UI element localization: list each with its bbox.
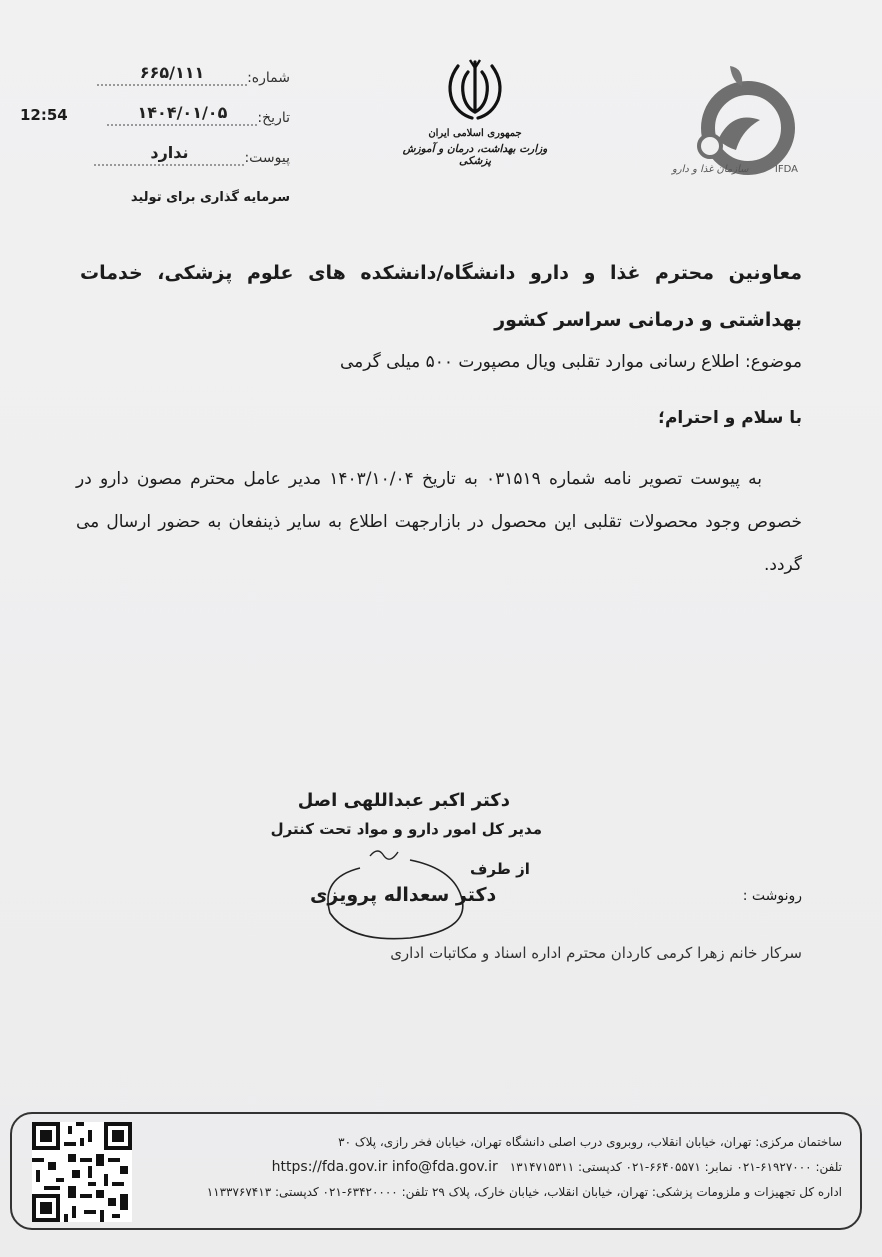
- footer-address: ساختمان مرکزی: تهران، خیابان انقلاب، روبروی درب اصلی دانشگاه تهران، خیابان فخر رازی، پلاک ۳۰: [338, 1135, 842, 1149]
- signatory-name: دکتر اکبر عبداللهی اصل: [297, 790, 510, 811]
- ifda-caption: [672, 164, 798, 175]
- on-behalf-name: دکتر سعداله پرویزی: [310, 884, 497, 906]
- footer-website-link[interactable]: https://fda.gov.ir info@fda.gov.ir: [271, 1159, 498, 1175]
- ministry-header: [395, 58, 555, 167]
- body-paragraph: به پیوست تصویر نامه شماره ۰۳۱۵۱۹ به تاریخ ۱۴۰۳/۱۰/۰۴ مدیر عامل محترم مصون دارو در خصوص وجود محصولات تقلبی این محصول در بازارجهت اطلاع به سایر ذینفعان به حضور ارسال می گردد.: [76, 469, 802, 575]
- greeting: با سلام و احترام؛: [658, 408, 802, 428]
- attachment-label: پیوست:: [244, 150, 290, 166]
- motto: سرمایه گذاری برای تولید: [130, 190, 290, 205]
- date-label: تاریخ:: [257, 110, 290, 126]
- attachment-value: ندارد: [94, 143, 244, 166]
- signatory-title: مدیر کل امور دارو و مواد تحت کنترل: [270, 820, 542, 838]
- date-value: ۱۴۰۴/۰۱/۰۵: [107, 103, 257, 126]
- cc-label: رونوشت :: [742, 888, 802, 904]
- subject: موضوع: اطلاع رسانی موارد تقلبی ویال مصپورت ۵۰۰ میلی گرمی: [340, 352, 802, 372]
- letter-meta: [20, 56, 290, 226]
- time-value: 12:54: [20, 106, 68, 124]
- attachment-row: [94, 136, 290, 166]
- cc-recipient: سرکار خانم زهرا کرمی کاردان محترم اداره اسناد و مکاتبات اداری: [390, 944, 802, 962]
- number-row: [97, 56, 290, 86]
- footer-branch-address: اداره کل تجهیزات و ملزومات پزشکی: تهران، خیابان انقلاب، خیابان خارک، پلاک ۲۹ تلفن: ۶۳۴۲۰۰۰۰-۰۲۱ کدپستی: ۱۱۳۳۷۶۷۴۱۳: [206, 1185, 842, 1199]
- number-value: ۶۶۵/۱۱۱: [97, 63, 247, 86]
- iran-emblem-icon: [440, 58, 510, 124]
- footer-phone: تلفن: ۶۱۹۲۷۰۰۰-۰۲۱ نمابر: ۶۶۴۰۵۵۷۱-۰۲۱ کدپستی: ۱۳۱۴۷۱۵۳۱۱: [509, 1160, 842, 1174]
- footer-contact-row: [142, 1155, 842, 1180]
- number-label: شماره:: [247, 70, 290, 86]
- qr-code-icon: [32, 1122, 132, 1222]
- ifda-fa-label: سازمان غذا و دارو: [672, 164, 749, 175]
- ministry-line-2: وزارت بهداشت، درمان و آموزش پزشکی: [402, 143, 548, 167]
- ifda-en-label: IFDA: [774, 164, 798, 175]
- footer-contact-info: [142, 1130, 842, 1205]
- date-row: [107, 96, 290, 126]
- ministry-line-1: جمهوری اسلامی ایران: [428, 128, 522, 139]
- letter-footer: [10, 1112, 862, 1230]
- on-behalf-label: از طرف: [470, 860, 530, 878]
- addressee: معاونین محترم غذا و دارو دانشگاه/دانشکده های علوم پزشکی، خدمات بهداشتی و درمانی سراسر کشور: [80, 262, 802, 331]
